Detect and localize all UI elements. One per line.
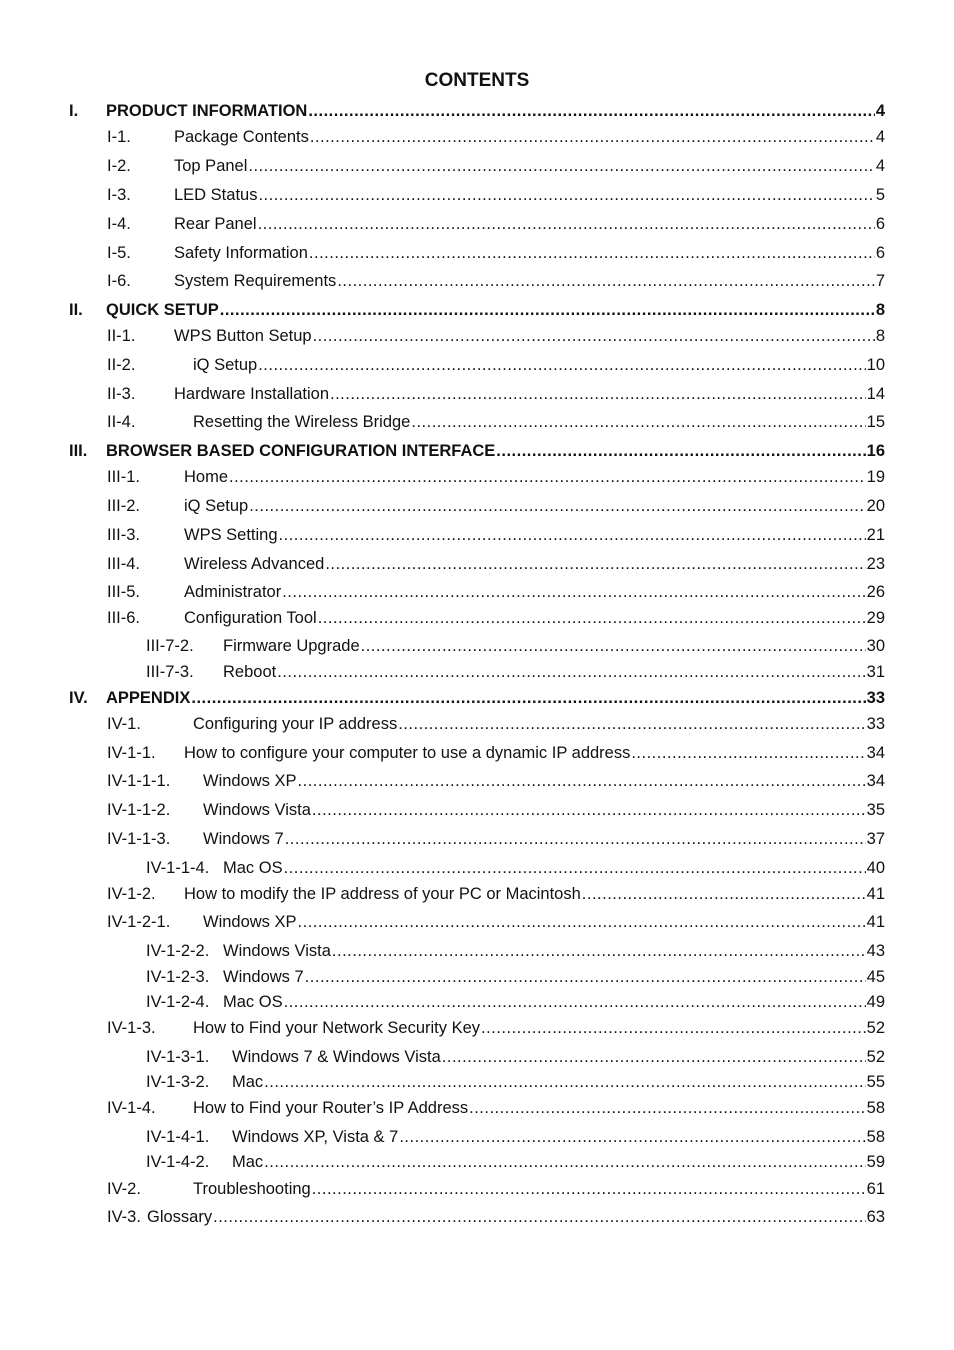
dot-leader xyxy=(258,214,875,234)
dot-leader xyxy=(332,941,866,961)
toc-entry-number: IV-1-3-2. xyxy=(146,1073,210,1091)
toc-entry-page: 41 xyxy=(866,885,885,903)
dot-leader xyxy=(481,1018,866,1038)
toc-entry[interactable] xyxy=(107,829,885,849)
dot-leader xyxy=(312,1179,866,1199)
dot-leader xyxy=(631,743,865,763)
toc-entry-label: LED Status xyxy=(174,186,258,204)
toc-entry-page: 52 xyxy=(866,1019,885,1037)
toc-entry-number: I-2. xyxy=(107,157,131,175)
toc-entry-page: 5 xyxy=(875,186,885,204)
toc-entry-page: 4 xyxy=(875,157,885,175)
toc-entry-number: II-4. xyxy=(107,413,136,431)
toc-entry[interactable] xyxy=(107,743,885,763)
toc-entry-number: IV. xyxy=(69,689,88,707)
toc-entry[interactable] xyxy=(146,941,885,961)
toc-entry-label: Home xyxy=(184,468,229,486)
toc-entry-page: 33 xyxy=(866,689,885,707)
toc-entry-number: IV-1. xyxy=(107,715,141,733)
toc-entry[interactable] xyxy=(146,1127,885,1147)
dot-leader xyxy=(264,1152,865,1172)
toc-entry[interactable] xyxy=(107,467,885,487)
dot-leader xyxy=(398,714,865,734)
dot-leader xyxy=(582,884,866,904)
toc-entry-number: IV-1-2-3. xyxy=(146,968,210,986)
toc-entry[interactable] xyxy=(107,554,885,574)
toc-entry-page: 4 xyxy=(875,102,885,120)
dot-leader xyxy=(285,829,866,849)
toc-entry-number: III-6. xyxy=(107,609,141,627)
toc-entry-number: IV-1-1-4. xyxy=(146,859,210,877)
toc-entry-label: Mac OS xyxy=(223,859,283,877)
toc-entry-label: Resetting the Wireless Bridge xyxy=(193,413,411,431)
toc-entry-label: WPS Button Setup xyxy=(174,327,312,345)
toc-entry[interactable] xyxy=(107,355,885,375)
dot-leader xyxy=(282,582,865,602)
toc-entry[interactable] xyxy=(107,384,885,404)
toc-entry-label: How to modify the IP address of your PC or Macintosh xyxy=(184,885,581,903)
toc-entry-label: System Requirements xyxy=(174,272,337,290)
toc-entry-number: I. xyxy=(69,102,79,120)
toc-entry-number: II-3. xyxy=(107,385,136,403)
toc-entry-page: 26 xyxy=(866,583,885,601)
toc-entry-number: IV-1-1. xyxy=(107,744,156,762)
toc-entry-label: WPS Setting xyxy=(184,526,278,544)
toc-entry[interactable] xyxy=(107,884,885,904)
toc-entry[interactable] xyxy=(107,525,885,545)
dot-leader xyxy=(248,156,874,176)
toc-entry-label: Administrator xyxy=(184,583,282,601)
toc-entry-number: IV-3. xyxy=(107,1208,141,1226)
dot-leader xyxy=(496,441,865,461)
toc-entry-number: IV-1-4-1. xyxy=(146,1128,210,1146)
toc-entry-label: Rear Panel xyxy=(174,215,257,233)
toc-entry-label: Configuring your IP address xyxy=(193,715,398,733)
toc-entry-number: IV-1-2-2. xyxy=(146,942,210,960)
dot-leader xyxy=(258,355,865,375)
toc-entry-page: 61 xyxy=(866,1180,885,1198)
toc-entry-label: Firmware Upgrade xyxy=(223,637,360,655)
toc-entry-number: IV-1-1-2. xyxy=(107,801,171,819)
toc-entry-label: PRODUCT INFORMATION xyxy=(106,102,308,120)
toc-entry-number: I-1. xyxy=(107,128,131,146)
toc-entry-label: APPENDIX xyxy=(106,689,191,707)
dot-leader xyxy=(330,384,866,404)
toc-entry-number: IV-1-4. xyxy=(107,1099,156,1117)
contents-title: CONTENTS xyxy=(424,70,530,91)
toc-entry-page: 59 xyxy=(866,1153,885,1171)
toc-entry[interactable] xyxy=(69,300,885,320)
toc-entry-number: IV-2. xyxy=(107,1180,141,1198)
toc-entry-page: 14 xyxy=(866,385,885,403)
toc-entry-label: Package Contents xyxy=(174,128,309,146)
dot-leader xyxy=(325,554,865,574)
dot-leader xyxy=(310,127,875,147)
toc-entry-label: Wireless Advanced xyxy=(184,555,325,573)
toc-entry-page: 8 xyxy=(875,327,885,345)
dot-leader xyxy=(229,467,866,487)
toc-entry[interactable] xyxy=(107,156,885,176)
toc-entry-number: IV-1-2. xyxy=(107,885,156,903)
toc-entry-page: 45 xyxy=(866,968,885,986)
toc-entry-page: 37 xyxy=(866,830,885,848)
toc-entry-label: Hardware Installation xyxy=(174,385,329,403)
toc-entry-label: Windows XP, Vista & 7 xyxy=(232,1128,399,1146)
dot-leader xyxy=(264,1072,865,1092)
toc-entry-number: IV-1-3. xyxy=(107,1019,156,1037)
toc-entry-label: Windows 7 xyxy=(203,830,284,848)
toc-entry-page: 40 xyxy=(866,859,885,877)
dot-leader xyxy=(305,967,866,987)
toc-entry-page: 21 xyxy=(866,526,885,544)
toc-entry-number: II-2. xyxy=(107,356,136,374)
toc-entry[interactable] xyxy=(107,1018,885,1038)
toc-entry-number: IV-1-1-1. xyxy=(107,772,171,790)
toc-entry-number: I-3. xyxy=(107,186,131,204)
toc-entry[interactable] xyxy=(107,1207,885,1227)
toc-entry-label: QUICK SETUP xyxy=(106,301,219,319)
toc-entry-page: 30 xyxy=(866,637,885,655)
toc-entry-page: 58 xyxy=(866,1128,885,1146)
toc-entry-label: How to Find your Network Security Key xyxy=(193,1019,481,1037)
dot-leader xyxy=(284,992,866,1012)
dot-leader xyxy=(442,1047,866,1067)
dot-leader xyxy=(298,771,866,791)
toc-entry-page: 10 xyxy=(866,356,885,374)
dot-leader xyxy=(220,300,875,320)
toc-entry-page: 31 xyxy=(866,663,885,681)
dot-leader xyxy=(411,412,865,432)
toc-entry-page: 33 xyxy=(866,715,885,733)
toc-entry-label: Windows Vista xyxy=(203,801,311,819)
toc-entry[interactable] xyxy=(107,496,885,516)
toc-entry-label: Safety Information xyxy=(174,244,308,262)
toc-entry-label: Reboot xyxy=(223,663,277,681)
toc-entry-page: 58 xyxy=(866,1099,885,1117)
toc-entry-label: Windows Vista xyxy=(223,942,331,960)
toc-entry-label: Mac OS xyxy=(223,993,283,1011)
dot-leader xyxy=(277,662,865,682)
toc-entry-number: I-5. xyxy=(107,244,131,262)
toc-entry-label: Mac xyxy=(232,1153,264,1171)
toc-entry-page: 19 xyxy=(866,468,885,486)
toc-entry-label: Windows XP xyxy=(203,913,297,931)
toc-entry-number: IV-1-1-3. xyxy=(107,830,171,848)
toc-entry[interactable] xyxy=(107,912,885,932)
dot-leader xyxy=(258,185,874,205)
toc-entry-label: Glossary xyxy=(147,1208,213,1226)
toc-entry[interactable] xyxy=(107,127,885,147)
toc-entry-page: 35 xyxy=(866,801,885,819)
dot-leader xyxy=(284,858,866,878)
toc-entry[interactable] xyxy=(107,714,885,734)
toc-entry[interactable] xyxy=(146,662,885,682)
toc-entry-label: Windows 7 & Windows Vista xyxy=(232,1048,441,1066)
toc-entry[interactable] xyxy=(146,1047,885,1067)
toc-entry[interactable] xyxy=(107,185,885,205)
toc-entry-number: I-4. xyxy=(107,215,131,233)
toc-entry[interactable] xyxy=(107,1098,885,1118)
toc-entry-page: 55 xyxy=(866,1073,885,1091)
toc-entry-page: 52 xyxy=(866,1048,885,1066)
toc-entry-number: III-5. xyxy=(107,583,141,601)
toc-entry[interactable] xyxy=(146,992,885,1012)
toc-entry-number: III-7-2. xyxy=(146,637,194,655)
dot-leader xyxy=(469,1098,866,1118)
toc-entry[interactable] xyxy=(107,271,885,291)
dot-leader xyxy=(361,636,866,656)
toc-entry-label: Troubleshooting xyxy=(193,1180,311,1198)
toc-entry[interactable] xyxy=(107,214,885,234)
toc-entry[interactable] xyxy=(107,412,885,432)
toc-entry-number: IV-1-4-2. xyxy=(146,1153,210,1171)
dot-leader xyxy=(279,525,866,545)
toc-entry[interactable] xyxy=(107,608,885,628)
toc-entry-number: II-1. xyxy=(107,327,136,345)
toc-entry-label: Top Panel xyxy=(174,157,248,175)
toc-entry-page: 20 xyxy=(866,497,885,515)
toc-entry-label: BROWSER BASED CONFIGURATION INTERFACE xyxy=(106,442,496,460)
toc-entry[interactable] xyxy=(107,243,885,263)
toc-entry[interactable] xyxy=(146,858,885,878)
dot-leader xyxy=(213,1207,866,1227)
toc-entry-number: III-4. xyxy=(107,555,141,573)
toc-entry-page: 23 xyxy=(866,555,885,573)
toc-entry-number: IV-1-3-1. xyxy=(146,1048,210,1066)
dot-leader xyxy=(337,271,875,291)
dot-leader xyxy=(399,1127,865,1147)
dot-leader xyxy=(249,496,865,516)
toc-entry-label: iQ Setup xyxy=(193,356,258,374)
toc-entry-number: IV-1-2-4. xyxy=(146,993,210,1011)
dot-leader xyxy=(298,912,866,932)
toc-entry[interactable] xyxy=(69,441,885,461)
toc-entry-number: I-6. xyxy=(107,272,131,290)
toc-entry[interactable] xyxy=(107,582,885,602)
toc-entry-page: 6 xyxy=(875,244,885,262)
dot-leader xyxy=(313,326,875,346)
toc-entry-page: 34 xyxy=(866,772,885,790)
toc-entry[interactable] xyxy=(107,1179,885,1199)
toc-entry-label: How to Find your Router’s IP Address xyxy=(193,1099,469,1117)
toc-entry[interactable] xyxy=(107,771,885,791)
toc-entry-page: 49 xyxy=(866,993,885,1011)
toc-entry-number: II. xyxy=(69,301,83,319)
toc-entry[interactable] xyxy=(107,326,885,346)
toc-entry-page: 7 xyxy=(875,272,885,290)
dot-leader xyxy=(318,608,866,628)
toc-entry-number: III-7-3. xyxy=(146,663,194,681)
toc-entry-page: 41 xyxy=(866,913,885,931)
toc-entry[interactable] xyxy=(107,800,885,820)
toc-entry-page: 15 xyxy=(866,413,885,431)
toc-entry-page: 34 xyxy=(866,744,885,762)
toc-entry-page: 29 xyxy=(866,609,885,627)
toc-entry[interactable] xyxy=(146,1072,885,1092)
toc-entry-label: Windows 7 xyxy=(223,968,304,986)
toc-entry-number: III-2. xyxy=(107,497,141,515)
toc-entry-page: 4 xyxy=(875,128,885,146)
toc-entry-number: III. xyxy=(69,442,88,460)
dot-leader xyxy=(312,800,866,820)
toc-entry-page: 6 xyxy=(875,215,885,233)
toc-entry-number: IV-1-2-1. xyxy=(107,913,171,931)
toc-entry[interactable] xyxy=(146,1152,885,1172)
toc-entry-page: 8 xyxy=(875,301,885,319)
toc-entry-page: 16 xyxy=(866,442,885,460)
toc-entry[interactable] xyxy=(146,967,885,987)
toc-entry-page: 43 xyxy=(866,942,885,960)
toc-entry[interactable] xyxy=(146,636,885,656)
dot-leader xyxy=(308,101,874,121)
toc-entry-label: Configuration Tool xyxy=(184,609,317,627)
toc-entry[interactable] xyxy=(69,688,885,708)
toc-entry[interactable] xyxy=(69,101,885,121)
toc-entry-number: III-1. xyxy=(107,468,141,486)
dot-leader xyxy=(191,688,865,708)
dot-leader xyxy=(309,243,875,263)
toc-entry-label: How to configure your computer to use a dynamic IP address xyxy=(184,744,631,762)
toc-entry-page: 63 xyxy=(866,1208,885,1226)
toc-entry-label: Mac xyxy=(232,1073,264,1091)
toc-entry-label: Windows XP xyxy=(203,772,297,790)
toc-entry-number: III-3. xyxy=(107,526,141,544)
toc-entry-label: iQ Setup xyxy=(184,497,249,515)
